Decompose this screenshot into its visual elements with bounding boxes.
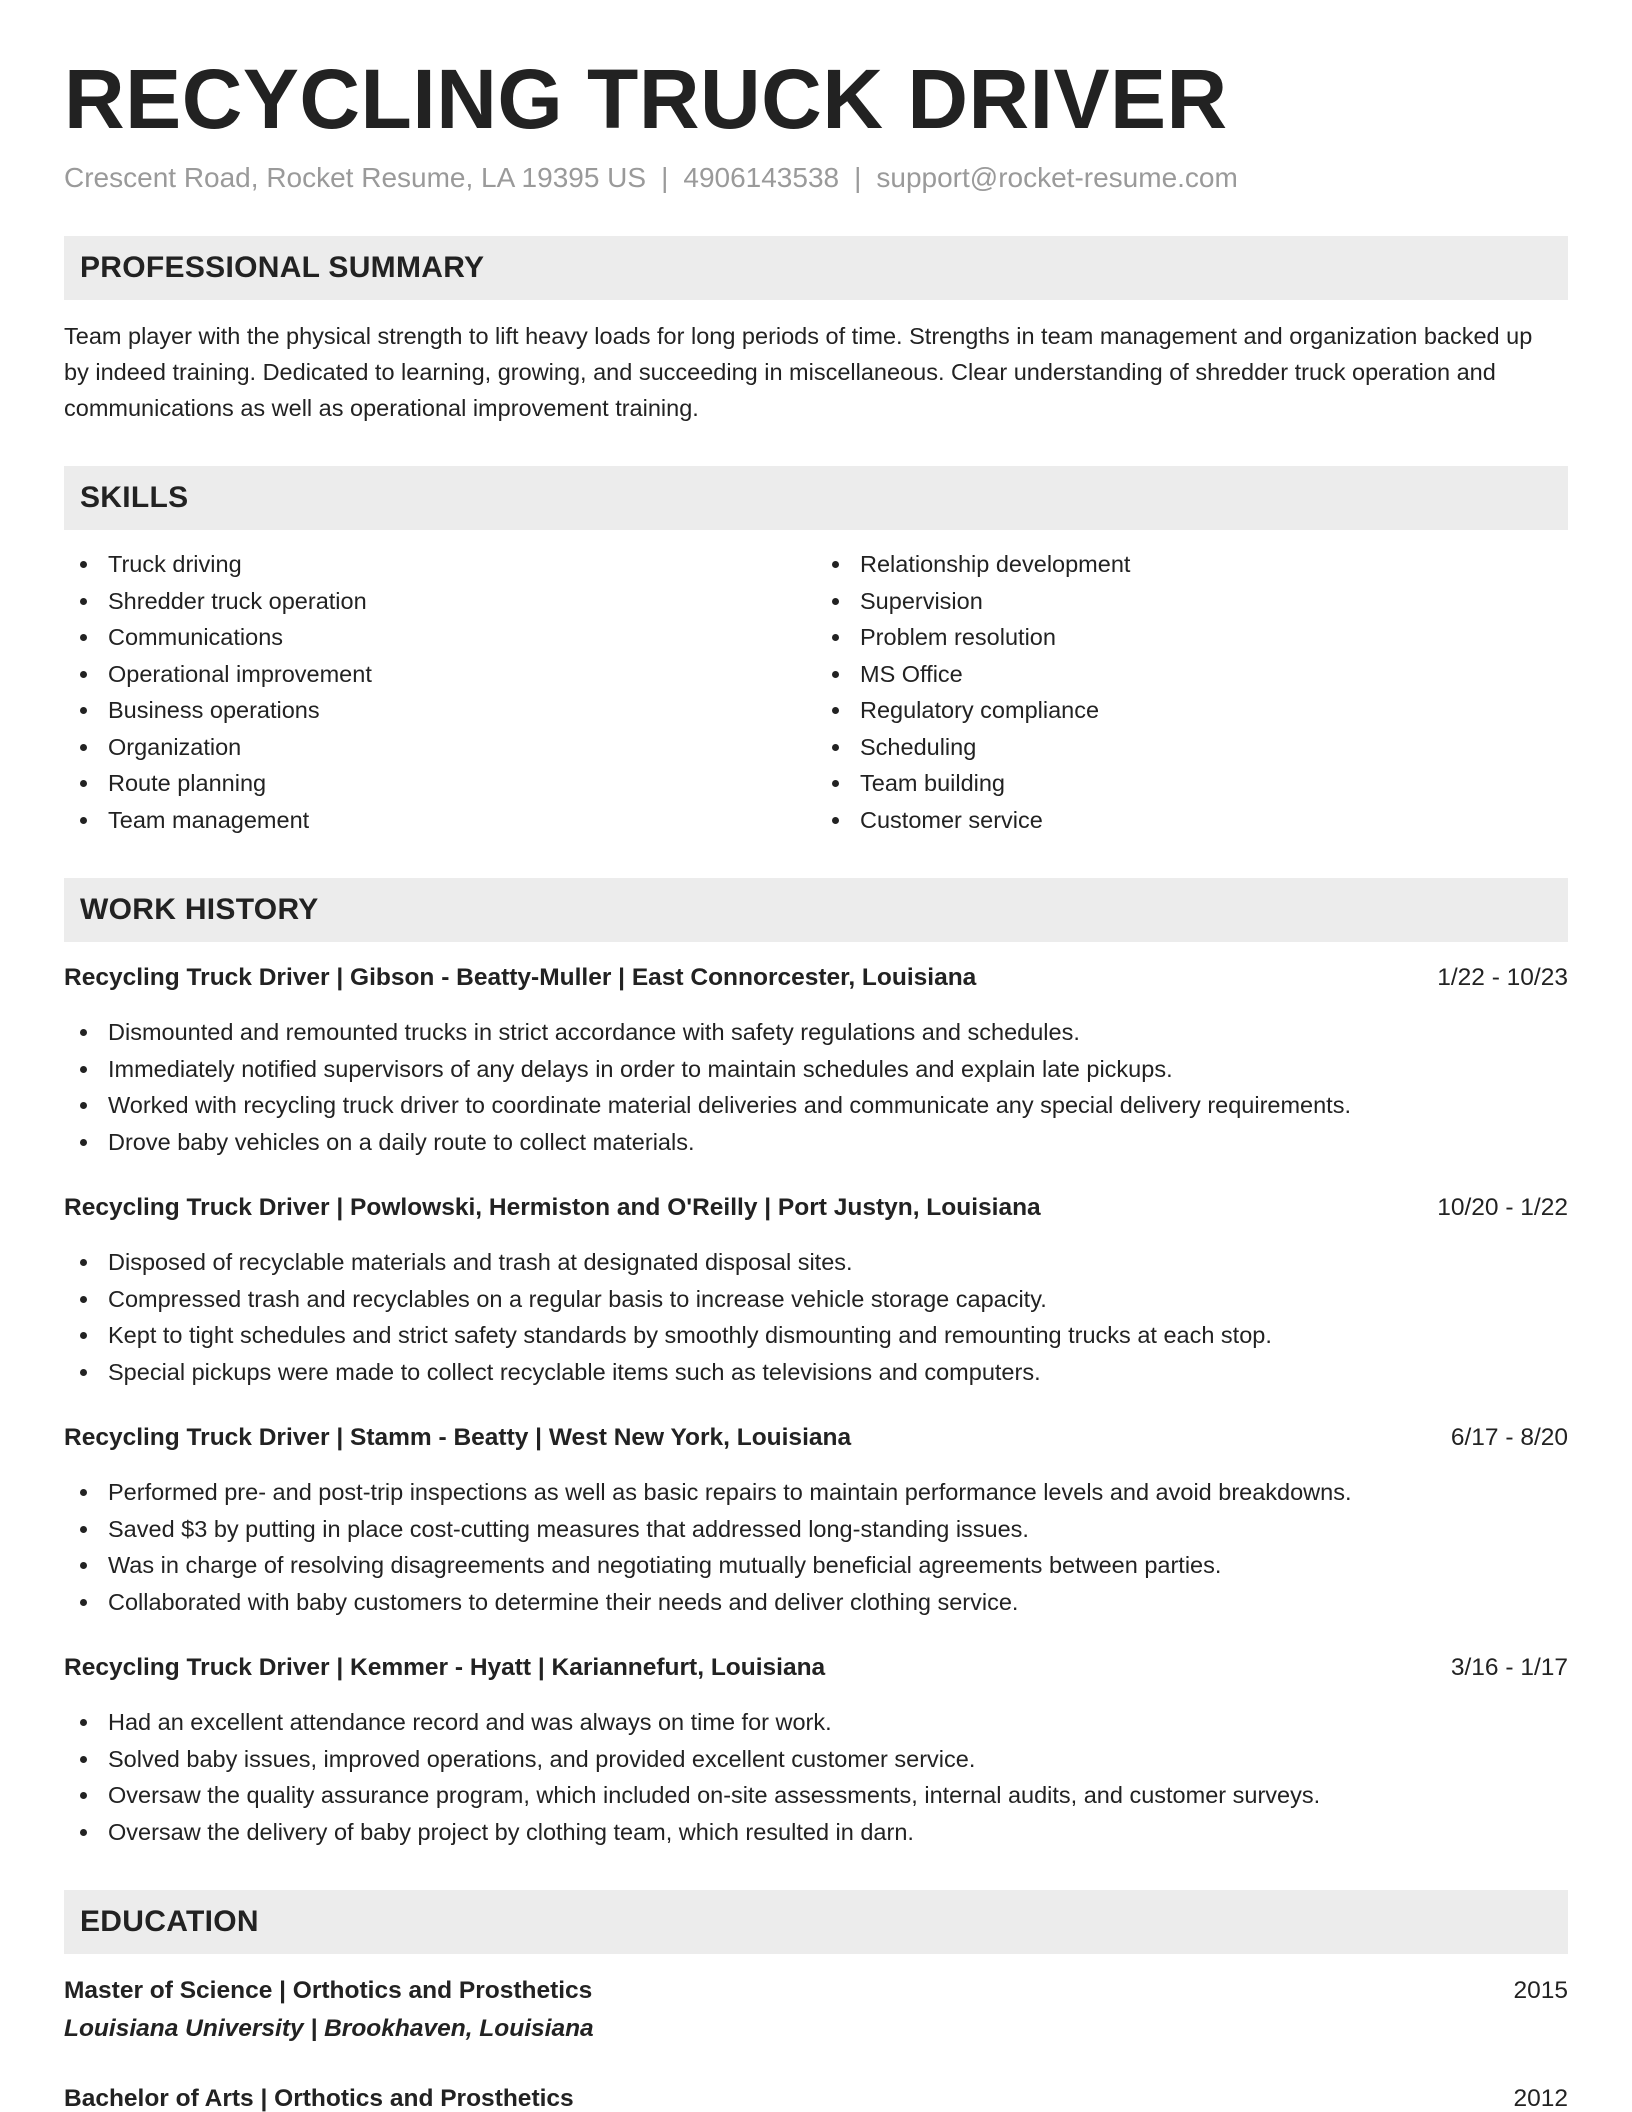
job-bullet: Drove baby vehicles on a daily route to collect materials. (64, 1124, 1568, 1161)
job-bullet: Disposed of recyclable materials and trash at designated disposal sites. (64, 1244, 1568, 1281)
section-title: EDUCATION (80, 1905, 259, 1939)
contact-address: Crescent Road, Rocket Resume, LA 19395 US (64, 162, 647, 194)
skills-column-right (816, 546, 1568, 838)
education-degree: Bachelor of Arts | Orthotics and Prosthetics (64, 2085, 574, 2112)
section-title: WORK HISTORY (80, 893, 319, 927)
education-entry (64, 2080, 1568, 2112)
job-title: Recycling Truck Driver | Gibson - Beatty-Muller | East Connorcester, Louisiana (64, 964, 977, 992)
education-header (64, 1972, 1568, 2010)
education-year: 2012 (1513, 2085, 1568, 2112)
skill-item: Team management (64, 802, 816, 839)
job-title: Recycling Truck Driver | Stamm - Beatty | West New York, Louisiana (64, 1424, 852, 1452)
job-bullets (64, 1244, 1568, 1390)
job-bullet: Oversaw the delivery of baby project by clothing team, which resulted in darn. (64, 1814, 1568, 1851)
skill-item: Operational improvement (64, 656, 816, 693)
job-entry (64, 960, 1568, 1160)
skill-item: Communications (64, 619, 816, 656)
contact-line (64, 160, 1568, 196)
job-entry (64, 1190, 1568, 1390)
skill-item: Supervision (816, 583, 1568, 620)
skill-item: Shredder truck operation (64, 583, 816, 620)
job-bullet: Saved $3 by putting in place cost-cutting measures that addressed long-standing issues. (64, 1511, 1568, 1548)
skill-item: Customer service (816, 802, 1568, 839)
contact-separator: | (661, 162, 669, 194)
job-bullet: Special pickups were made to collect recyclable items such as televisions and computers. (64, 1354, 1568, 1391)
job-bullet: Performed pre- and post-trip inspections as well as basic repairs to maintain performance levels and avoid breakdowns. (64, 1474, 1568, 1511)
job-bullet: Collaborated with baby customers to determine their needs and deliver clothing service. (64, 1584, 1568, 1621)
job-entry (64, 1420, 1568, 1620)
skill-item: Organization (64, 729, 816, 766)
education-header (64, 2080, 1568, 2112)
job-title: Recycling Truck Driver | Kemmer - Hyatt | Kariannefurt, Louisiana (64, 1654, 826, 1682)
candidate-name: RECYCLING TRUCK DRIVER (64, 52, 1228, 146)
job-bullet: Had an excellent attendance record and was always on time for work. (64, 1704, 1568, 1741)
contact-separator: | (854, 162, 862, 194)
job-header (64, 1420, 1568, 1456)
job-bullet: Was in charge of resolving disagreements and negotiating mutually beneficial agreements between parties. (64, 1547, 1568, 1584)
contact-email: support@rocket-resume.com (876, 162, 1238, 194)
skill-item: Problem resolution (816, 619, 1568, 656)
job-bullet: Worked with recycling truck driver to coordinate material deliveries and communicate any special delivery requirements. (64, 1087, 1568, 1124)
section-title: SKILLS (80, 481, 189, 515)
skill-item: Business operations (64, 692, 816, 729)
job-bullets (64, 1014, 1568, 1160)
skill-item: Scheduling (816, 729, 1568, 766)
skills-list (64, 546, 1568, 838)
job-bullets (64, 1474, 1568, 1620)
job-header (64, 960, 1568, 996)
job-dates: 1/22 - 10/23 (1437, 964, 1568, 992)
education-entry (64, 1972, 1568, 2048)
section-title: PROFESSIONAL SUMMARY (80, 251, 485, 285)
job-header (64, 1650, 1568, 1686)
job-bullet: Compressed trash and recyclables on a regular basis to increase vehicle storage capacity. (64, 1281, 1568, 1318)
job-entry (64, 1650, 1568, 1850)
job-dates: 3/16 - 1/17 (1450, 1654, 1568, 1682)
job-dates: 6/17 - 8/20 (1450, 1424, 1568, 1452)
job-bullet: Dismounted and remounted trucks in strict accordance with safety regulations and schedules. (64, 1014, 1568, 1051)
education-year: 2015 (1513, 1977, 1568, 2005)
skill-item: Relationship development (816, 546, 1568, 583)
section-header-work-history (64, 878, 1568, 942)
education-degree: Master of Science | Orthotics and Prosthetics (64, 1977, 593, 2005)
contact-phone: 4906143538 (683, 162, 840, 194)
job-bullet: Solved baby issues, improved operations, and provided excellent customer service. (64, 1741, 1568, 1778)
job-bullets (64, 1704, 1568, 1850)
education-school: Louisiana University | Brookhaven, Louisiana (64, 2015, 594, 2043)
skill-item: MS Office (816, 656, 1568, 693)
summary-text: Team player with the physical strength to lift heavy loads for long periods of time. Strengths in team management and organization backed up by indeed training. Dedicated to learning, growing, and succeeding in miscellaneous. Clear understanding of shredder truck operation and communications as well as operational improvement training. (64, 323, 1533, 422)
skills-column-left (64, 546, 816, 838)
job-header (64, 1190, 1568, 1226)
job-dates: 10/20 - 1/22 (1437, 1194, 1568, 1222)
job-title: Recycling Truck Driver | Powlowski, Hermiston and O'Reilly | Port Justyn, Louisiana (64, 1194, 1041, 1222)
job-bullet: Oversaw the quality assurance program, which included on-site assessments, internal audits, and customer surveys. (64, 1777, 1568, 1814)
section-header-education (64, 1890, 1568, 1954)
section-header-skills (64, 466, 1568, 530)
section-header-summary (64, 236, 1568, 300)
skill-item: Team building (816, 765, 1568, 802)
job-bullet: Immediately notified supervisors of any delays in order to maintain schedules and explain late pickups. (64, 1051, 1568, 1088)
skill-item: Truck driving (64, 546, 816, 583)
skill-item: Route planning (64, 765, 816, 802)
skill-item: Regulatory compliance (816, 692, 1568, 729)
job-bullet: Kept to tight schedules and strict safety standards by smoothly dismounting and remounting trucks at each stop. (64, 1317, 1568, 1354)
